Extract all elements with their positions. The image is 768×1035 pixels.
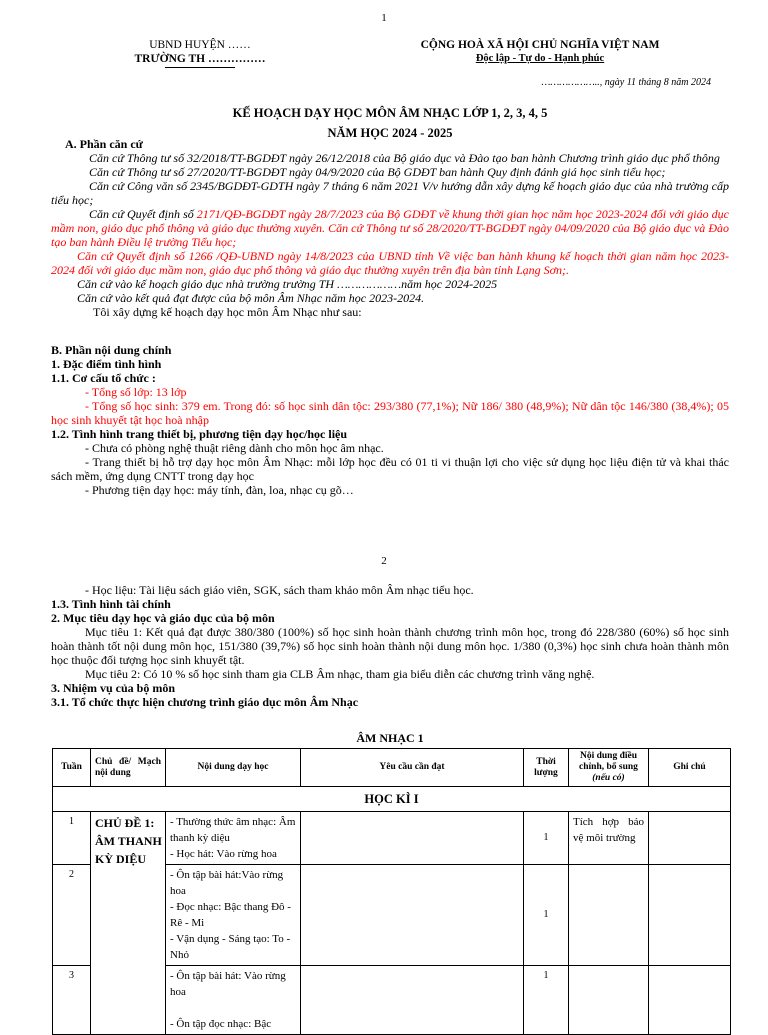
section-a [51, 137, 729, 319]
basis-paragraph [51, 207, 729, 249]
content-line: - Thường thức âm nhạc: Âm thanh kỳ diệu [170, 816, 296, 844]
section-b [51, 343, 729, 497]
week-cell: 3 [53, 966, 91, 1035]
intro-paragraph: Tôi xây dựng kế hoạch dạy học môn Âm Nhạc như sau: [93, 305, 362, 319]
duration-cell: 1 [524, 966, 569, 1035]
requirement-cell [301, 812, 524, 865]
week-cell: 1 [53, 812, 91, 865]
agency-header [100, 38, 300, 68]
heading-1: 1. Đặc điểm tình hình [51, 357, 162, 371]
semester-label: HỌC KÌ I [53, 787, 731, 812]
section-b-continued [51, 583, 729, 709]
header-requirement: Yêu cầu cần đạt [301, 749, 524, 787]
goal-paragraph: Mục tiêu 1: Kết quả đạt được 380/380 (100%) số học sinh hoàn thành chương trình môn học, trong đó 228/380 (60%) số học sinh hoàn thành tốt nội dung môn học, 151/380 (39,7%) số học sinh hoàn thành nội dung môn học. 1/380 (0,3%) học sinh chưa hoàn thành môn học thuộc đối tượng học sinh khuyết tật. [51, 625, 729, 667]
topic-cell: CHỦ ĐỀ 1: ÂM THANH KỲ DIỆU [91, 812, 166, 1035]
title-line-2: NĂM HỌC 2024 - 2025 [327, 126, 453, 140]
content-line: - Học hát: Vào rừng hoa [170, 848, 277, 860]
basis-paragraph: Căn cứ Quyết định số 1266 /QĐ-UBND ngày 14/8/2023 của UBND tỉnh Về việc ban hành khung kế hoạch thời gian năm học 2023- 2024 đối với giáo dục mầm non, giáo dục phổ thông và giáo dục thường xuyên trên địa bàn tỉnh Lạng Sơn;. [51, 249, 729, 277]
basis-paragraph: Căn cứ Thông tư số 27/2020/TT-BGDĐT ngày 04/9/2020 của Bộ GDĐT ban hành Quy định đánh giá học sinh tiểu học; [89, 165, 666, 179]
requirement-cell [301, 865, 524, 966]
basis-paragraph: Căn cứ Công văn số 2345/BGDĐT-GDTH ngày 7 tháng 6 năm 2021 V/v hướng dẫn xây dựng kế hoạch giáo dục của nhà trường cấp tiểu học; [51, 179, 729, 207]
content-line: - Ôn tập bài hát: Vào rừng hoa [170, 970, 286, 998]
header-note: Ghi chú [649, 749, 731, 787]
section-a-heading: A. Phần căn cứ [65, 137, 143, 151]
requirement-cell [301, 966, 524, 1035]
content-cell [166, 812, 301, 865]
header-adjustment-label: Nội dung điều chỉnh, bổ sung [579, 751, 638, 772]
equipment-item: - Học liệu: Tài liệu sách giáo viên, SGK, sách tham khảo môn Âm nhạc tiểu học. [85, 583, 474, 597]
table-header-row [53, 749, 731, 787]
equipment-item: - Chưa có phòng nghệ thuật riêng dành cho môn học âm nhạc. [85, 441, 384, 455]
duration-cell: 1 [524, 812, 569, 865]
content-cell [166, 966, 301, 1035]
header-week: Tuần [53, 749, 91, 787]
adjustment-cell [569, 865, 649, 966]
header-duration: Thời lượng [524, 749, 569, 787]
adjustment-cell: Tích hợp bảo vệ môi trường [569, 812, 649, 865]
content-line: - Ôn tập đọc nhạc: Bậc [170, 1018, 272, 1030]
basis-text: Căn cứ Quyết định số [89, 207, 197, 221]
page-number: 2 [381, 555, 387, 567]
motto: Độc lập - Tự do - Hạnh phúc [475, 53, 605, 64]
goal-paragraph: Mục tiêu 2: Có 10 % số học sinh tham gia CLB Âm nhạc, tham gia biểu diễn các chương trình văng nghệ. [85, 667, 595, 681]
class-count: - Tổng số lớp: 13 lớp [85, 385, 187, 399]
teaching-plan-table [52, 748, 731, 1035]
heading-1-1: 1.1. Cơ cấu tổ chức : [51, 371, 156, 385]
note-cell [649, 865, 731, 966]
week-cell: 2 [53, 865, 91, 966]
basis-paragraph: Căn cứ vào kế hoạch giáo dục nhà trường trường TH ………………năm học 2024-2025 [77, 277, 498, 291]
header-content: Nội dung dạy học [166, 749, 301, 787]
note-cell [649, 812, 731, 865]
content-cell [166, 865, 301, 966]
student-count: - Tổng số học sinh: 379 em. Trong đó: số học sinh dân tộc: 293/380 (77,1%); Nữ 186/ 380 (48,9%); Nữ dân tộc 146/380 (38,4%); 05 học sinh khuyết tật học hoà nhập [51, 399, 729, 427]
heading-3-1: 3.1. Tổ chức thực hiện chương trình giáo dục môn Âm Nhạc [51, 695, 359, 709]
section-b-heading: B. Phần nội dung chính [51, 343, 172, 357]
header-topic: Chủ đề/ Mạch nội dung [91, 749, 166, 787]
content-line: - Đọc nhạc: Bậc thang Đô - Rê - Mi [170, 901, 291, 929]
district-name: UBND HUYỆN …… [149, 39, 251, 51]
divider-left [165, 67, 235, 68]
table-row [53, 812, 731, 865]
document-date: ……………….., ngày 11 tháng 8 năm 2024 [541, 77, 711, 88]
basis-text-red: 2171/QĐ-BGDĐT ngày 28/7/2023 của Bộ GDĐT về khung thời gian học năm học 2023-2024 đối với giáo dục mầm non, giáo dục phổ thông và giáo dục thường xuyên. Căn cứ Thông tư số 28/2020/TT-BGDĐT ngày 04/09/2020 của Bộ giáo dục và Đào tạo ban hành Điều lệ trường Tiểu học; [51, 207, 730, 249]
basis-paragraph: Căn cứ Thông tư số 32/2018/TT-BGDĐT ngày 26/12/2018 của Bộ giáo dục và Đào tạo ban hành Chương trình giáo dục phổ thông [89, 151, 720, 165]
national-header [370, 38, 710, 66]
adjustment-cell [569, 966, 649, 1035]
heading-2: 2. Mục tiêu dạy học và giáo dục của bộ môn [51, 611, 275, 625]
equipment-item: - Phương tiện dạy học: máy tính, đàn, loa, nhạc cụ gõ… [85, 483, 354, 497]
content-line: - Vận dụng - Sáng tạo: To - Nhỏ [170, 933, 291, 961]
heading-1-2: 1.2. Tình hình trang thiết bị, phương tiện dạy học/học liệu [51, 427, 348, 441]
content-line: - Ôn tập bài hát:Vào rừng hoa [170, 869, 284, 897]
table-caption: ÂM NHẠC 1 [356, 731, 424, 745]
school-name: TRƯỜNG TH …………… [134, 53, 266, 65]
heading-1-3: 1.3. Tình hình tài chính [51, 597, 171, 611]
country-name: CỘNG HOÀ XÃ HỘI CHỦ NGHĨA VIỆT NAM [420, 39, 660, 51]
heading-3: 3. Nhiệm vụ của bộ môn [51, 681, 176, 695]
duration-cell: 1 [524, 865, 569, 966]
equipment-item: - Trang thiết bị hỗ trợ dạy học môn Âm Nhạc: mỗi lớp học đều có 01 ti vi thuận lợi cho việc sử dụng học liệu điện tử và khai thác sách mềm, ứng dụng CNTT trong dạy học [51, 455, 729, 483]
page-number: 1 [381, 12, 387, 24]
header-adjustment [569, 749, 649, 787]
basis-paragraph: Căn cứ vào kết quả đạt được của bộ môn Âm Nhạc năm học 2023-2024. [77, 291, 425, 305]
note-cell [649, 966, 731, 1035]
title-line-1: KẾ HOẠCH DẠY HỌC MÔN ÂM NHẠC LỚP 1, 2, 3, 4, 5 [232, 106, 548, 120]
content-line [170, 1000, 296, 1016]
semester-row [53, 787, 731, 812]
header-adjustment-note: (nếu có) [592, 773, 625, 783]
